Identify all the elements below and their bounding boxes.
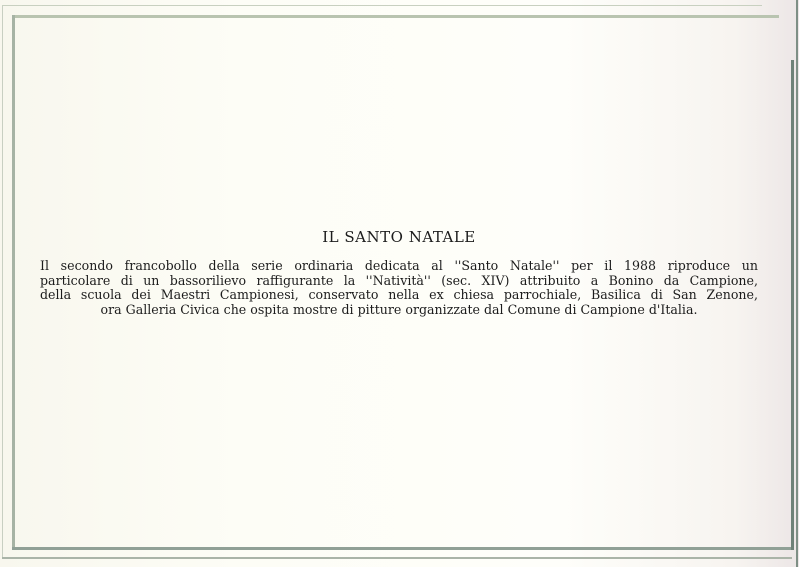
document-content	[40, 228, 758, 317]
paragraph-line: Il secondo francobollo della serie ordinaria dedicata al ''Santo Natale'' per il 1988 riproduce un	[40, 258, 758, 273]
paragraph-line: ora Galleria Civica che ospita mostre di pitture organizzate dal Comune di Campione d'Italia.	[100, 301, 698, 317]
frame-inner-top-line	[12, 15, 779, 18]
paragraph-line: particolare di un bassorilievo raffigurante la ''Natività'' (sec. XIV) attribuito a Bonino da Campione,	[40, 272, 758, 288]
document-paragraph	[40, 259, 758, 317]
frame-inner-bottom-line	[12, 547, 792, 550]
frame-outer-bottom-line	[2, 557, 792, 559]
document-title: IL SANTO NATALE	[322, 228, 476, 246]
frame-inner-right-line	[791, 60, 794, 550]
frame-inner-left-line	[12, 15, 15, 550]
frame-outer-left-line	[2, 5, 3, 558]
paragraph-line: della scuola dei Maestri Campionesi, conservato nella ex chiesa parrochiale, Basilica di San Zenone,	[40, 287, 758, 302]
frame-outer-top-line	[2, 5, 762, 6]
frame-outer-right-line	[796, 0, 798, 567]
